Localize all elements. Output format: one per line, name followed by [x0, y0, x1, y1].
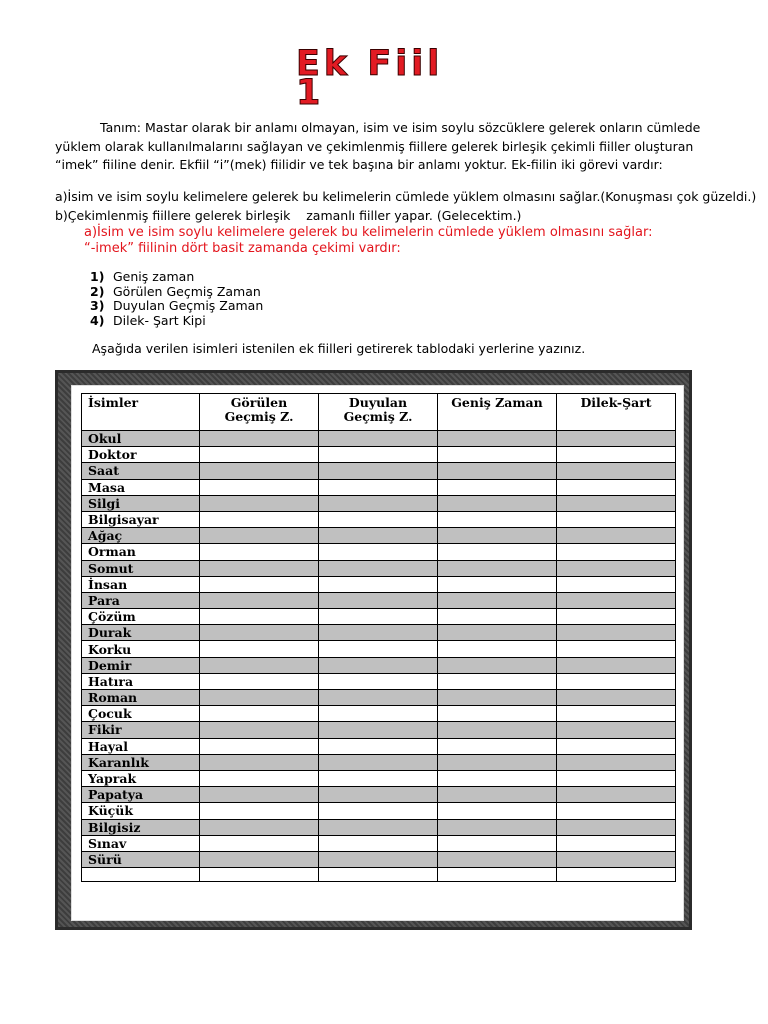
table-row	[82, 609, 676, 625]
answer-cell[interactable]	[557, 706, 676, 722]
answer-cell[interactable]	[200, 803, 319, 819]
instruction-text: Aşağıda verilen isimleri istenilen ek fiilleri getirerek tablodaki yerlerine yazınız.	[92, 341, 586, 356]
answer-cell[interactable]	[319, 754, 438, 770]
answer-cell[interactable]	[557, 851, 676, 867]
table-header-row	[82, 394, 676, 431]
row-name-cell: Somut	[82, 560, 200, 576]
table-row	[82, 511, 676, 527]
answer-cell[interactable]	[319, 431, 438, 447]
answer-cell[interactable]	[319, 770, 438, 786]
answer-cell[interactable]	[438, 560, 557, 576]
table-row	[82, 868, 676, 882]
table-row	[82, 657, 676, 673]
row-name-cell: Fikir	[82, 722, 200, 738]
answer-cell[interactable]	[438, 576, 557, 592]
table-row	[82, 851, 676, 867]
answer-cell[interactable]	[438, 722, 557, 738]
answer-cell[interactable]	[200, 592, 319, 608]
answer-cell[interactable]	[438, 609, 557, 625]
answer-cell[interactable]	[438, 803, 557, 819]
answer-cell[interactable]	[557, 673, 676, 689]
list-item: 1) Geniş zaman	[90, 269, 195, 284]
answer-cell[interactable]	[200, 706, 319, 722]
answer-cell[interactable]	[557, 690, 676, 706]
table-row	[82, 787, 676, 803]
row-name-cell: Korku	[82, 641, 200, 657]
answer-cell[interactable]	[557, 625, 676, 641]
row-name-cell: Orman	[82, 544, 200, 560]
answer-cell[interactable]	[82, 868, 200, 882]
page-title	[296, 44, 496, 113]
table-row	[82, 560, 676, 576]
red-note-line-2: “-imek” fiilinin dört basit zamanda çekimi vardır:	[84, 241, 401, 256]
answer-cell[interactable]	[438, 447, 557, 463]
answer-cell[interactable]	[200, 560, 319, 576]
answer-cell[interactable]	[200, 738, 319, 754]
row-name-cell: Demir	[82, 657, 200, 673]
answer-cell[interactable]	[319, 609, 438, 625]
answer-cell[interactable]	[557, 657, 676, 673]
answer-cell[interactable]	[319, 738, 438, 754]
row-name-cell: Saat	[82, 463, 200, 479]
answer-cell[interactable]	[200, 819, 319, 835]
row-name-cell: Bilgisayar	[82, 511, 200, 527]
answer-cell[interactable]	[200, 673, 319, 689]
answer-cell[interactable]	[438, 738, 557, 754]
answer-cell[interactable]	[557, 819, 676, 835]
answer-cell[interactable]	[438, 819, 557, 835]
title-line-2: 1	[296, 73, 325, 113]
definition-text: Tanım: Mastar olarak bir anlamı olmayan, isim ve isim soylu sözcüklere gelerek onların cümlede yüklem olarak kullanılmalarını sağlayan ve çekimlenmiş fiillere gelerek birleşik çekimli fiiller oluşturan “imek” fiiline denir. Ekfiil “i”(mek) fiilidir ve tek başına bir anlamı yoktur. Ek-fiilin iki görevi vardır:	[55, 120, 701, 172]
title-line-1: Ek Fiil	[296, 44, 444, 84]
answer-cell[interactable]	[319, 641, 438, 657]
row-name-cell: İnsan	[82, 576, 200, 592]
tense-list	[90, 270, 263, 328]
answer-cell[interactable]	[319, 560, 438, 576]
answer-cell[interactable]	[438, 431, 557, 447]
answer-cell[interactable]	[319, 657, 438, 673]
row-name-cell: Doktor	[82, 447, 200, 463]
answer-cell[interactable]	[438, 625, 557, 641]
table-row	[82, 690, 676, 706]
table-row	[82, 641, 676, 657]
answer-cell[interactable]	[319, 868, 438, 882]
table-row	[82, 479, 676, 495]
row-name-cell: Ağaç	[82, 528, 200, 544]
table-row	[82, 738, 676, 754]
answer-cell[interactable]	[557, 868, 676, 882]
answer-cell[interactable]	[438, 592, 557, 608]
definition-paragraph	[55, 119, 715, 175]
table-row	[82, 770, 676, 786]
answer-cell[interactable]	[319, 479, 438, 495]
answer-cell[interactable]	[557, 447, 676, 463]
row-name-cell: Hatıra	[82, 673, 200, 689]
answer-cell[interactable]	[319, 722, 438, 738]
table-row	[82, 431, 676, 447]
row-name-cell: Küçük	[82, 803, 200, 819]
answer-cell[interactable]	[557, 495, 676, 511]
table-row	[82, 835, 676, 851]
table-body	[82, 431, 676, 882]
table-row	[82, 528, 676, 544]
answer-cell[interactable]	[438, 787, 557, 803]
answer-cell[interactable]	[319, 787, 438, 803]
row-name-cell: Yaprak	[82, 770, 200, 786]
duty-b-text: b)Çekimlenmiş fiillere gelerek birleşik zamanlı fiiller yapar. (Gelecektim.)	[55, 208, 522, 223]
answer-cell[interactable]	[200, 851, 319, 867]
answer-cell[interactable]	[557, 511, 676, 527]
list-item: 3) Duyulan Geçmiş Zaman	[90, 298, 264, 313]
answer-cell[interactable]	[200, 868, 319, 882]
row-name-cell: Silgi	[82, 495, 200, 511]
answer-cell[interactable]	[200, 754, 319, 770]
answer-cell[interactable]	[557, 803, 676, 819]
answer-cell[interactable]	[438, 851, 557, 867]
answer-cell[interactable]	[438, 657, 557, 673]
header-genis: Geniş Zaman	[438, 394, 557, 431]
answer-cell[interactable]	[319, 835, 438, 851]
answer-cell[interactable]	[200, 576, 319, 592]
answer-cell[interactable]	[319, 544, 438, 560]
table-row	[82, 592, 676, 608]
answer-cell[interactable]	[557, 738, 676, 754]
answer-cell[interactable]	[200, 770, 319, 786]
answer-cell[interactable]	[557, 479, 676, 495]
table-row	[82, 544, 676, 560]
answer-cell[interactable]	[200, 431, 319, 447]
header-gorulen: Görülen Geçmiş Z.	[200, 394, 319, 431]
answer-cell[interactable]	[319, 495, 438, 511]
answer-cell[interactable]	[200, 641, 319, 657]
answer-cell[interactable]	[438, 706, 557, 722]
answer-cell[interactable]	[200, 690, 319, 706]
answer-cell[interactable]	[557, 641, 676, 657]
answer-cell[interactable]	[557, 754, 676, 770]
answer-cell[interactable]	[438, 528, 557, 544]
row-name-cell: Çocuk	[82, 706, 200, 722]
answer-cell[interactable]	[319, 851, 438, 867]
answer-cell[interactable]	[319, 673, 438, 689]
answer-cell[interactable]	[557, 544, 676, 560]
answer-cell[interactable]	[438, 673, 557, 689]
answer-cell[interactable]	[319, 592, 438, 608]
answer-cell[interactable]	[319, 706, 438, 722]
table-row	[82, 625, 676, 641]
answer-cell[interactable]	[557, 722, 676, 738]
answer-cell[interactable]	[200, 528, 319, 544]
answer-cell[interactable]	[200, 495, 319, 511]
table-row	[82, 495, 676, 511]
answer-cell[interactable]	[438, 690, 557, 706]
answer-cell[interactable]	[200, 479, 319, 495]
table-row	[82, 463, 676, 479]
answer-cell[interactable]	[200, 447, 319, 463]
answer-cell[interactable]	[557, 770, 676, 786]
answer-cell[interactable]	[319, 576, 438, 592]
row-name-cell: Çözüm	[82, 609, 200, 625]
answer-cell[interactable]	[319, 690, 438, 706]
row-name-cell: Karanlık	[82, 754, 200, 770]
table-row	[82, 447, 676, 463]
table-row	[82, 722, 676, 738]
table-panel	[71, 385, 684, 921]
row-name-cell: Sınav	[82, 835, 200, 851]
row-name-cell: Para	[82, 592, 200, 608]
answer-cell[interactable]	[200, 787, 319, 803]
answer-cell[interactable]	[319, 819, 438, 835]
answer-cell[interactable]	[557, 560, 676, 576]
table-row	[82, 673, 676, 689]
answer-cell[interactable]	[438, 754, 557, 770]
answer-cell[interactable]	[557, 576, 676, 592]
answer-cell[interactable]	[438, 770, 557, 786]
answer-cell[interactable]	[557, 463, 676, 479]
table-row	[82, 706, 676, 722]
red-note-line-1: a)İsim ve isim soylu kelimelere gelerek bu kelimelerin cümlede yüklem olmasını sağlar:	[84, 225, 653, 240]
table-row	[82, 754, 676, 770]
answer-cell[interactable]	[438, 495, 557, 511]
answer-cell[interactable]	[319, 511, 438, 527]
answer-cell[interactable]	[557, 528, 676, 544]
answer-cell[interactable]	[200, 463, 319, 479]
answer-cell[interactable]	[438, 641, 557, 657]
row-name-cell: Masa	[82, 479, 200, 495]
list-item: 4) Dilek- Şart Kipi	[90, 312, 206, 328]
table-row	[82, 803, 676, 819]
answer-cell[interactable]	[438, 835, 557, 851]
row-name-cell: Durak	[82, 625, 200, 641]
answer-cell[interactable]	[557, 787, 676, 803]
answer-cell[interactable]	[557, 592, 676, 608]
list-item: 2) Görülen Geçmiş Zaman	[90, 283, 261, 299]
answer-cell[interactable]	[438, 868, 557, 882]
answer-cell[interactable]	[200, 544, 319, 560]
header-duyulan: Duyulan Geçmiş Z.	[319, 394, 438, 431]
answer-cell[interactable]	[319, 463, 438, 479]
exercise-table	[81, 393, 676, 882]
answer-cell[interactable]	[319, 625, 438, 641]
answer-cell[interactable]	[200, 657, 319, 673]
answer-cell[interactable]	[438, 479, 557, 495]
answer-cell[interactable]	[319, 528, 438, 544]
row-name-cell: Papatya	[82, 787, 200, 803]
table-frame	[55, 370, 692, 930]
answer-cell[interactable]	[200, 722, 319, 738]
answer-cell[interactable]	[438, 463, 557, 479]
table-row	[82, 819, 676, 835]
duty-a-text: a)İsim ve isim soylu kelimelere gelerek bu kelimelerin cümlede yüklem olmasını sağlar.(Konuşması çok güzeldi.)	[55, 189, 757, 204]
answer-cell[interactable]	[319, 803, 438, 819]
row-name-cell: Roman	[82, 690, 200, 706]
row-name-cell: Bilgisiz	[82, 819, 200, 835]
header-isimler: İsimler	[82, 394, 200, 431]
answer-cell[interactable]	[438, 544, 557, 560]
answer-cell[interactable]	[319, 447, 438, 463]
answer-cell[interactable]	[200, 511, 319, 527]
table-row	[82, 576, 676, 592]
row-name-cell: Hayal	[82, 738, 200, 754]
answer-cell[interactable]	[200, 835, 319, 851]
row-name-cell: Okul	[82, 431, 200, 447]
answer-cell[interactable]	[200, 609, 319, 625]
answer-cell[interactable]	[200, 625, 319, 641]
header-dilek: Dilek-Şart	[557, 394, 676, 431]
answer-cell[interactable]	[438, 511, 557, 527]
row-name-cell: Sürü	[82, 851, 200, 867]
answer-cell[interactable]	[557, 609, 676, 625]
answer-cell[interactable]	[557, 835, 676, 851]
answer-cell[interactable]	[557, 431, 676, 447]
